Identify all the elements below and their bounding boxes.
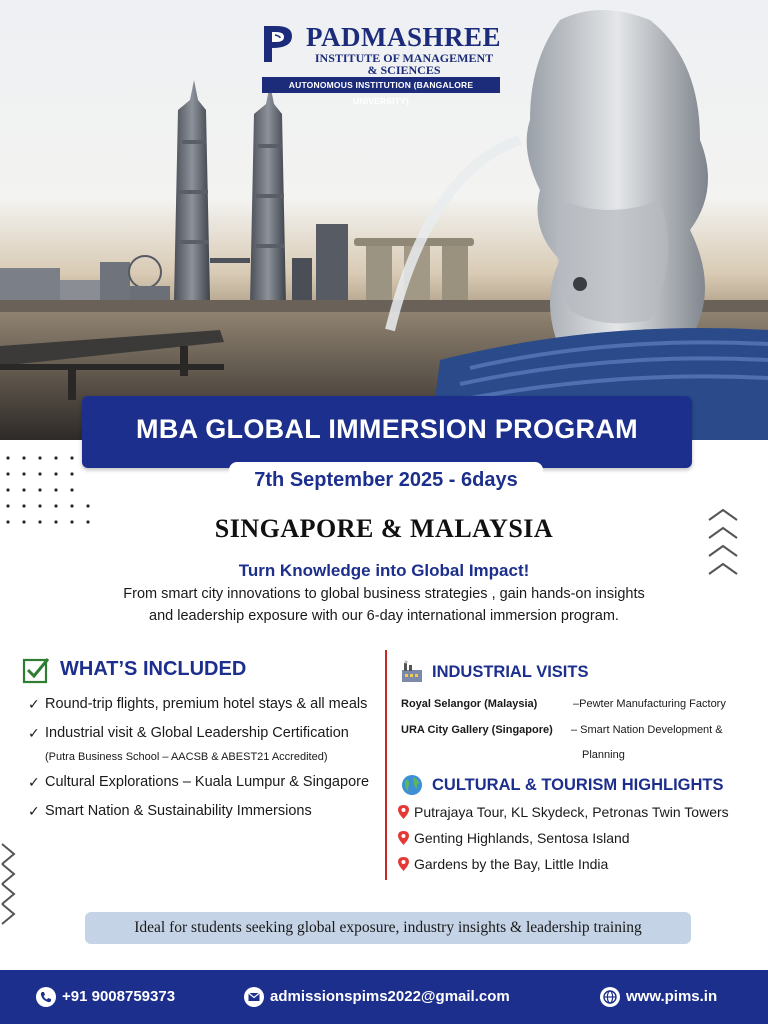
check-icon: ✓ <box>28 725 40 741</box>
email-address[interactable]: admissionspims2022@gmail.com <box>270 988 510 1005</box>
included-item-note: (Putra Business School – AACSB & ABEST21 Accredited) <box>45 751 328 763</box>
visit-item <box>401 718 761 770</box>
globe-icon <box>400 773 424 797</box>
location-pin-icon <box>398 805 409 819</box>
description-line1: From smart city innovations to global business strategies , gain hands-on insights <box>123 586 645 602</box>
list-item <box>398 825 766 851</box>
list-item <box>398 799 766 825</box>
location-pin-icon <box>398 857 409 871</box>
visit-place: URA City Gallery (Singapore) <box>401 724 553 736</box>
list-item <box>28 768 380 797</box>
cultural-list <box>398 799 766 877</box>
program-title-banner <box>82 396 692 468</box>
description-line2: and leadership exposure with our 6-day international immersion program. <box>149 608 619 624</box>
list-item <box>28 719 380 768</box>
visit-detail-wrap <box>571 718 756 768</box>
visit-place: Royal Selangor (Malaysia) <box>401 698 538 710</box>
list-item <box>398 851 766 877</box>
cultural-item-text: Genting Highlands, Sentosa Island <box>414 830 630 846</box>
pims-emblem-icon <box>262 22 296 66</box>
list-item <box>28 690 380 719</box>
hero-image <box>0 0 768 440</box>
institute-subtitle-line2: & SCIENCES <box>367 63 441 77</box>
check-icon: ✓ <box>28 774 40 790</box>
institute-subtitle <box>306 52 502 76</box>
checkbox-icon <box>22 656 50 684</box>
institute-logo <box>262 22 502 106</box>
destination-heading: SINGAPORE & MALAYSIA <box>214 514 554 543</box>
list-item <box>28 797 380 826</box>
institute-name: PADMASHREE <box>306 22 502 52</box>
check-icon: ✓ <box>28 803 40 819</box>
program-title: MBA GLOBAL IMMERSION PROGRAM <box>136 414 638 444</box>
phone-icon <box>36 987 56 1007</box>
industrial-visits-label: INDUSTRIAL VISITS <box>432 663 589 681</box>
check-icon: ✓ <box>28 696 40 712</box>
cultural-item-text: Putrajaya Tour, KL Skydeck, Petronas Twin Towers <box>414 804 729 820</box>
website-url[interactable]: www.pims.in <box>626 988 718 1005</box>
phone-number[interactable]: +91 9008759373 <box>62 988 176 1005</box>
program-description <box>84 583 684 627</box>
cultural-item-text: Gardens by the Bay, Little India <box>414 856 609 872</box>
included-item-text: Industrial visit & Global Leadership Certification <box>45 725 349 741</box>
included-item-text: Smart Nation & Sustainability Immersions <box>45 803 312 819</box>
visit-detail-cont: Planning <box>582 749 625 761</box>
chevron-right-decoration-icon <box>0 840 22 930</box>
email-contact[interactable] <box>244 986 544 1008</box>
web-globe-icon <box>600 987 620 1007</box>
email-icon <box>244 987 264 1007</box>
website-contact[interactable] <box>600 986 740 1008</box>
included-item-text: Round-trip flights, premium hotel stays & all meals <box>45 696 368 712</box>
ideal-for-banner: Ideal for students seeking global exposure, industry insights & leadership training <box>85 912 691 944</box>
tagline: Turn Knowledge into Global Impact! <box>238 561 530 580</box>
visit-detail: –Pewter Manufacturing Factory <box>573 698 726 710</box>
included-list <box>28 690 380 826</box>
location-pin-icon <box>398 831 409 845</box>
institution-badge: AUTONOMOUS INSTITUTION (BANGALORE UNIVERSITY) <box>262 77 500 93</box>
contact-footer <box>0 970 768 1024</box>
whats-included-label: WHAT’S INCLUDED <box>60 658 247 680</box>
cultural-highlights-label: CULTURAL & TOURISM HIGHLIGHTS <box>432 776 724 794</box>
phone-contact[interactable] <box>36 986 196 1008</box>
column-divider <box>385 650 387 880</box>
factory-icon <box>400 660 424 684</box>
visit-detail: – Smart Nation Development & <box>571 724 723 736</box>
institute-subtitle-line1: INSTITUTE OF MANAGEMENT <box>314 51 494 65</box>
visit-item <box>401 692 761 718</box>
included-item-text: Cultural Explorations – Kuala Lumpur & Singapore <box>45 774 370 790</box>
program-date: 7th September 2025 - 6days <box>229 462 543 498</box>
